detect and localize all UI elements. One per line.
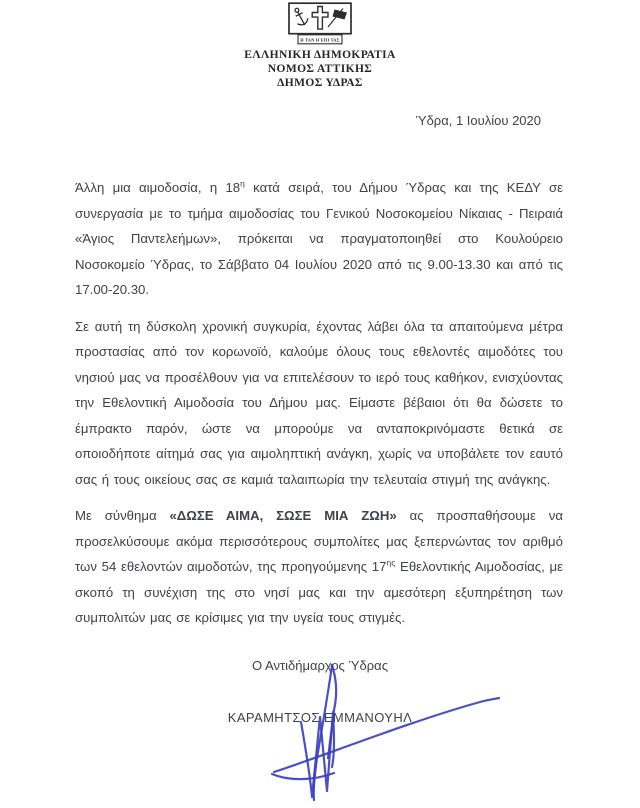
emblem-motto: Η ΤΑΝ Η ΕΠΙ ΤΑΣ [300, 37, 340, 43]
hydra-municipal-emblem-icon [287, 2, 353, 46]
letterhead-republic: ΕΛΛΗΝΙΚΗ ΔΗΜΟΚΡΑΤΙΑ [244, 49, 396, 61]
letterhead-prefecture: ΝΟΜΟΣ ΑΤΤΙΚΗΣ [267, 63, 373, 75]
letterhead-municipality: ΔΗΜΟΣ ΥΔΡΑΣ [277, 77, 363, 89]
signature-block [0, 658, 640, 725]
flag-icon [328, 9, 347, 28]
date-line: Ύδρα, 1 Ιουλίου 2020 [415, 113, 541, 128]
signatory-title: Ο Αντιδήμαρχος Ύδρας [252, 657, 388, 673]
signatory-name: ΚΑΡΑΜΗΤΣΟΣ ΕΜΜΑΝΟΥΗΛ [227, 709, 413, 725]
letterhead [0, 48, 640, 90]
paragraph-call-to-donors: Σε αυτή τη δύσκολη χρονική συγκυρία, έχοντας λάβει όλα τα απαιτούμενα μέτρα προστασίας από τον κορωνοϊό, καλούμε όλους τους εθελοντές αιμοδότες του νησιού μας να προσέλθουν για να επιτελέσουν το ιερό τους καθήκον, ενισχύοντας την Εθελοντική Αιμοδοσία του Δήμου μας. Είμαστε βέβαιοι ότι θα δώσετε το έμπρακτο παρόν, ώστε να μπορούμε να ανταποκρινόμαστε θετικά σε οποιοδήποτε αίτημά σας για αιμοληπτική ανάγκη, χωρίς να υποβάλετε τον εαυτό σας ή τους οικείους σας σε καμιά ταλαιπωρία την τελευταία στιγμή της ανάγκης. [75, 318, 563, 487]
anchor-icon [291, 6, 310, 28]
paragraph-announcement: Άλλη μια αιμοδοσία, η $18^\eta$ κατά σειρά, του Δήμου Ύδρας και της ΚΕΔΥ σε συνεργασία με το τμήμα αιμοδοσίας του Γενικού Νοσοκομείου Νίκαιας - Πειραιά «Άγιος Παντελεήμων», πρόκειται να πραγματοποιηθεί στο Κουλούρειο Νοσοκομείο Ύδρας, το Σάββατο 04 Ιουλίου 2020 από τις 9.00-13.30 και από τις 17.00-20.30. [75, 178, 563, 297]
paragraph-slogan: Με σύνθημα «ΔΩΣΕ ΑΙΜΑ, ΣΩΣΕ ΜΙΑ ΖΩΗ» ας προσπαθήσουμε να προσελκύσουμε ακόμα περισσότερους συμπολίτες μας ξεπερνώντας τον αριθμό των 54 εθελοντών αιμοδοτών, της προηγούμενης $17^{\eta\varsigma}$ Εθελοντικής Αιμοδοσίας, με σκοπό τη συνέχιση της στο νησί μας και την αμεσότερη εξυπηρέτηση των συμπολιτών μας σε κρίσιμες για την υγεία τους στιγμές. [75, 508, 563, 625]
letter-body [0, 175, 640, 631]
cross-icon [312, 7, 328, 30]
